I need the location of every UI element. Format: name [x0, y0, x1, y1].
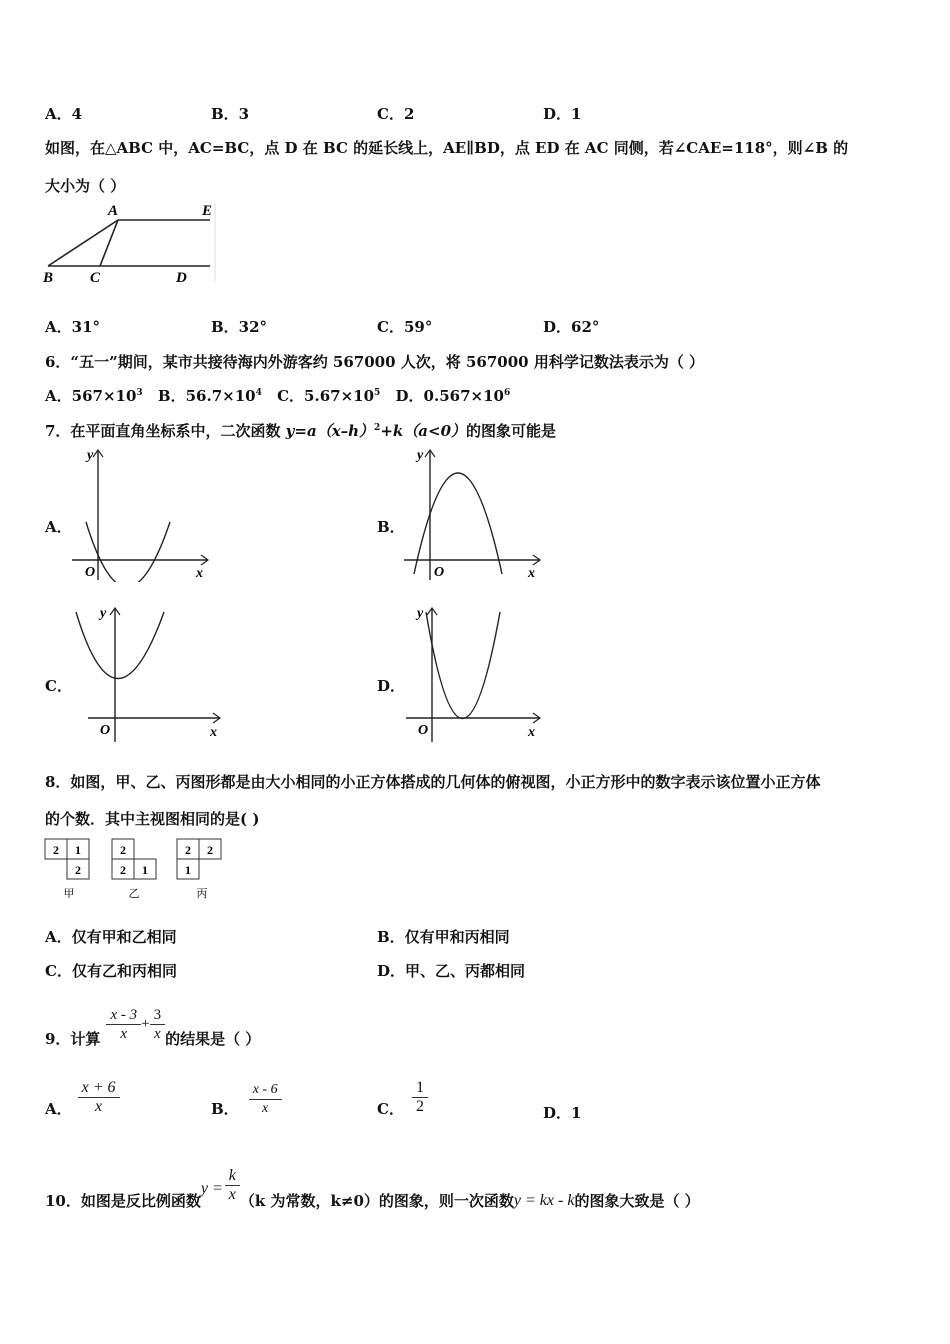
svg-text:2: 2 [207, 843, 213, 857]
svg-text:甲: 甲 [63, 888, 75, 900]
origin-label: O [100, 723, 111, 738]
parabola [414, 473, 502, 574]
q9-fraction-2: $\frac{3}{x}$ [150, 1006, 166, 1043]
axis-y-label: y [87, 448, 94, 463]
svg-text:2: 2 [120, 843, 126, 857]
svg-text:2: 2 [75, 863, 81, 877]
q6-question: 6．“五一”期间，某市共接待海内外游客约 567000 人次，将 567000 用科学记数法表示为（ ） [45, 353, 705, 371]
q8-question-line2: 的个数．其中主视图相同的是( ) [45, 810, 260, 828]
figure-bing [177, 839, 221, 900]
q7-graph-b [400, 442, 550, 582]
figure-jia [45, 839, 89, 900]
axis-x-label: x [210, 725, 217, 740]
q7-option-b-label: B． [377, 518, 405, 536]
q7-option-a-label: A． [45, 518, 72, 536]
origin-label: O [418, 723, 429, 738]
axis-x-label: x [528, 725, 535, 740]
q10-fraction: $\frac{k}{x}$ [225, 1167, 240, 1204]
line-ab [48, 220, 118, 266]
q6-options [45, 385, 510, 406]
axis-y-label: y [417, 448, 424, 463]
axis-x-label: x [528, 566, 535, 581]
q5-option-b: B．32° [211, 318, 268, 336]
parabola [76, 612, 164, 679]
q8-question-line1: 8．如图，甲、乙、丙图形都是由大小相同的小正方体搭成的几何体的俯视图，小正方形中的数字表示该位置小正方体 [45, 773, 821, 791]
q4-option-c: C．2 [377, 105, 415, 123]
q9-option-b: B． $\frac{x - 6}{x}$ [211, 1080, 282, 1119]
q7-graph-c [68, 600, 228, 745]
svg-text:1: 1 [75, 843, 81, 857]
axis-y-label: y [417, 606, 424, 621]
q6-option-a: A．$567\times 10^3$ [45, 387, 143, 405]
q5-option-c: C．59° [377, 318, 433, 336]
label-e: E [202, 203, 213, 219]
q4-option-a: A．4 [45, 105, 83, 123]
q5-figure [40, 198, 220, 288]
label-a: A [108, 203, 119, 219]
label-c: C [90, 270, 101, 286]
origin-label: O [434, 565, 445, 580]
q8-option-b: B．仅有甲和丙相同 [377, 928, 510, 946]
label-b: B [43, 270, 54, 286]
q7-option-c-label: C． [45, 677, 72, 695]
q7-graph-d [400, 600, 550, 745]
q6-option-b: B．$56.7\times 10^4$ [157, 387, 262, 405]
q5-option-d: D．62° [543, 318, 600, 336]
q8-option-c: C．仅有乙和丙相同 [45, 962, 177, 980]
svg-text:2: 2 [53, 843, 59, 857]
svg-text:1: 1 [185, 863, 191, 877]
q9-option-c: C． $\frac{1}{2}$ [377, 1076, 428, 1119]
q8-figures [42, 836, 242, 906]
svg-text:乙: 乙 [128, 888, 140, 900]
q10-question: 10．如图是反比例函数 y = $\frac{k}{x}$ （k 为常数，k≠0）的图象，则一次函数 y = kx - k 的图象大致是（ ） [45, 1167, 700, 1210]
q8-option-a: A．仅有甲和乙相同 [45, 928, 177, 946]
q9-option-d: D．1 [543, 1104, 582, 1122]
q5-question-line2: 大小为（ ） [45, 177, 126, 195]
q8-option-d: D．甲、乙、丙都相同 [377, 962, 526, 980]
q9-question: 9．计算 $\frac{x - 3}{x}$ + $\frac{3}{x}$ 的结果是（ ） [45, 1007, 261, 1048]
axis-y-label: y [100, 606, 107, 621]
q7-option-d-label: D． [377, 677, 406, 695]
q5-question-line1: 如图，在△ABC 中，AC=BC，点 D 在 BC 的延长线上，AE∥BD，点 ED 在 AC 同侧，若∠CAE=118°，则∠B 的 [45, 139, 849, 157]
figure-yi [112, 839, 156, 900]
parabola [426, 612, 500, 719]
label-d: D [176, 270, 187, 286]
svg-text:丙: 丙 [196, 888, 208, 900]
origin-label: O [85, 565, 96, 580]
line-ac [100, 220, 118, 266]
q7-graph-a [68, 442, 218, 582]
q5-option-a: A．31° [45, 318, 101, 336]
q6-option-d: D．$0.567\times 10^6$ [395, 387, 511, 405]
svg-text:1: 1 [142, 863, 148, 877]
q4-option-d: D．1 [543, 105, 582, 123]
q4-option-b: B．3 [211, 105, 250, 123]
axis-x-label: x [196, 566, 203, 581]
q6-option-c: C．$5.67\times 10^5$ [277, 387, 381, 405]
svg-text:2: 2 [185, 843, 191, 857]
q7-question: 7．在平面直角坐标系中，二次函数 $y=a(x-h)^2+k(a<0)$的图象可能是 [45, 422, 557, 440]
q9-option-a: A． $\frac{x + 6}{x}$ [45, 1076, 120, 1119]
svg-text:2: 2 [120, 863, 126, 877]
q9-fraction-1: $\frac{x - 3}{x}$ [106, 1006, 141, 1043]
